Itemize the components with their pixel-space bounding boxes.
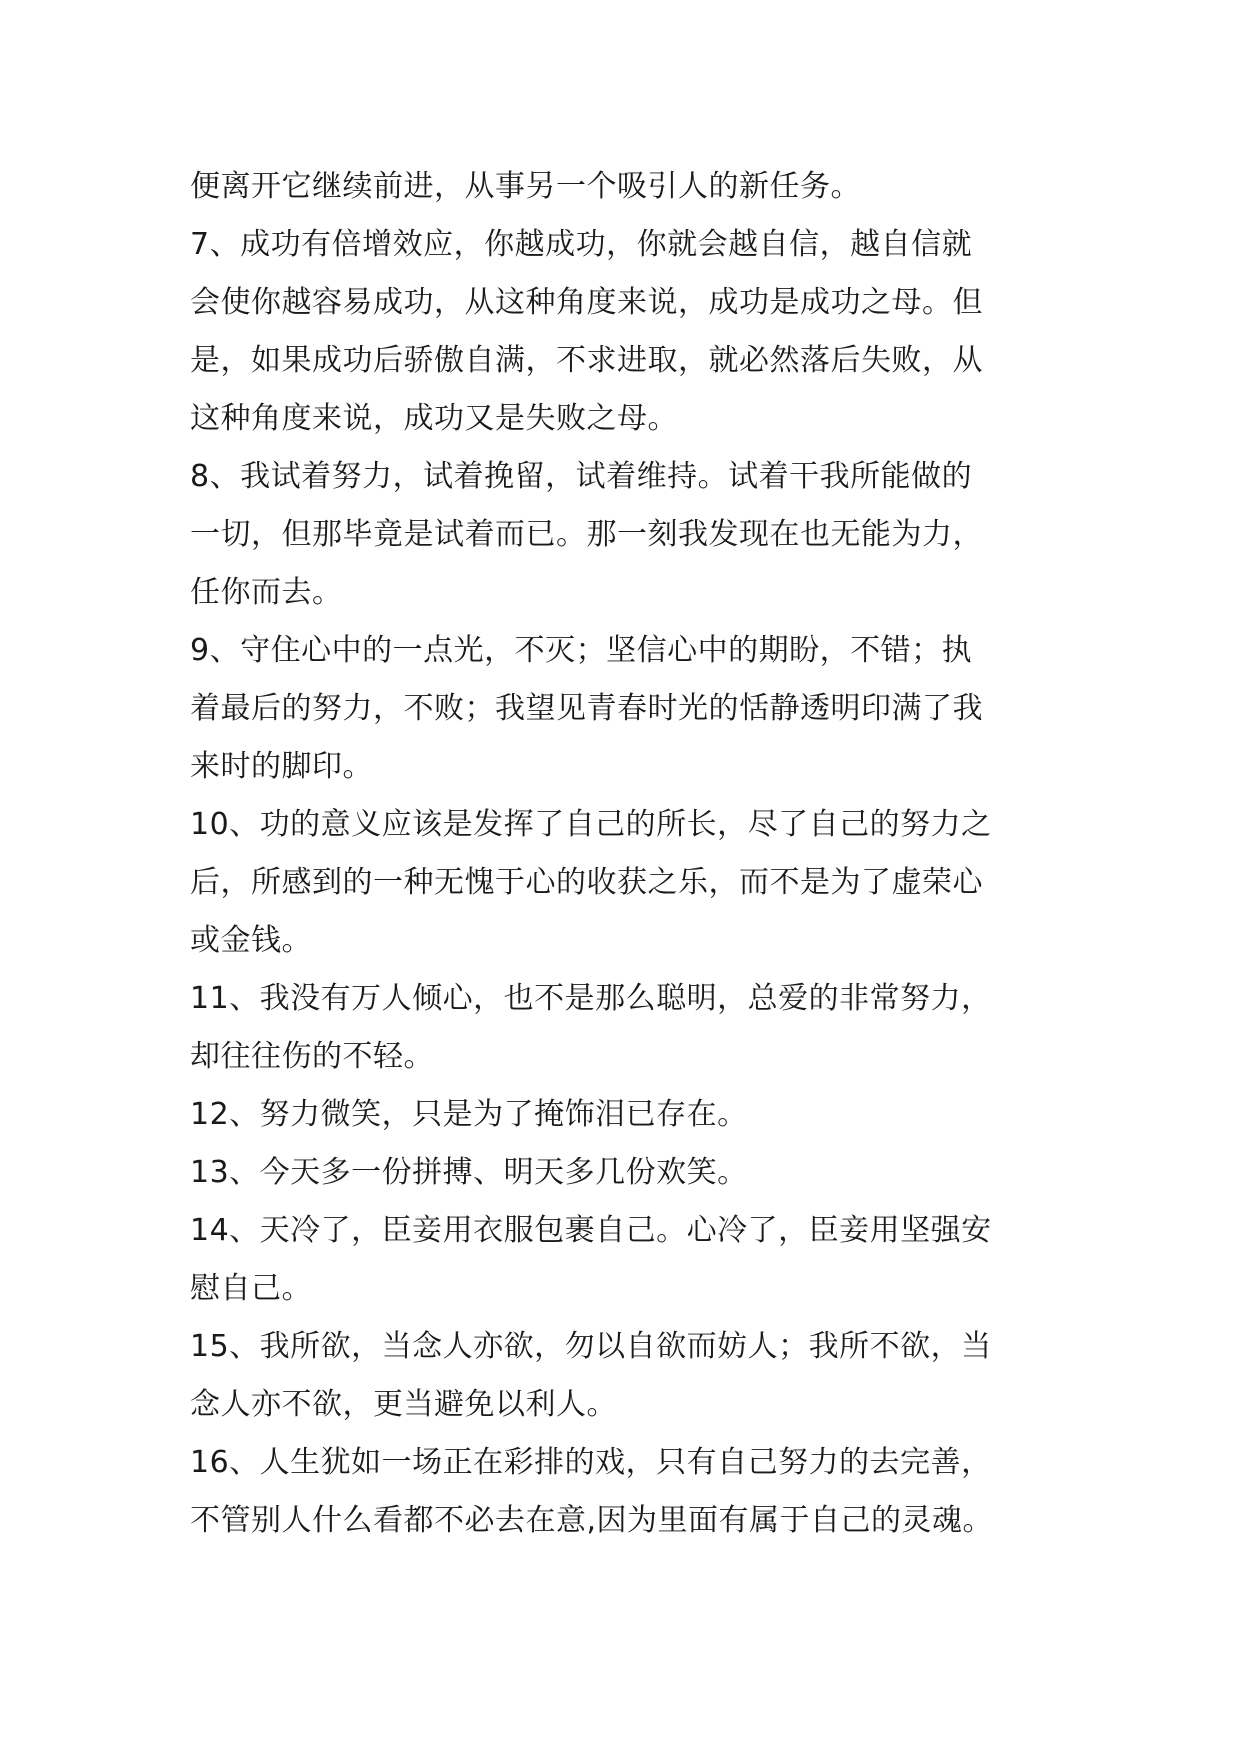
text-line: 来时的脚印。 [190,749,373,784]
text-line: 任你而去。 [190,575,343,610]
body-text [190,158,1070,1550]
text-line: 14、天冷了，臣妾用衣服包裹自己。心冷了，臣妾用坚强安 [190,1213,992,1248]
text-line: 后，所感到的一种无愧于心的收获之乐，而不是为了虚荣心 [190,865,983,900]
text-line: 11、我没有万人倾心，也不是那么聪明，总爱的非常努力， [190,981,992,1016]
text-line: 是，如果成功后骄傲自满，不求进取，就必然落后失败，从 [190,343,983,378]
text-line: 不管别人什么看都不必去在意,因为里面有属于自己的灵魂。 [190,1503,994,1538]
text-line: 8、我试着努力，试着挽留，试着维持。试着干我所能做的 [190,459,973,494]
text-line: 7、成功有倍增效应，你越成功，你就会越自信，越自信就 [190,227,973,262]
text-line: 10、功的意义应该是发挥了自己的所长，尽了自己的努力之 [190,807,992,842]
text-line: 着最后的努力，不败；我望见青春时光的恬静透明印满了我 [190,691,983,726]
text-line: 13、今天多一份拼搏、明天多几份欢笑。 [190,1155,748,1190]
text-line: 会使你越容易成功，从这种角度来说，成功是成功之母。但 [190,285,983,320]
text-line: 却往往伤的不轻。 [190,1039,434,1074]
text-line: 便离开它继续前进，从事另一个吸引人的新任务。 [190,169,861,204]
text-line: 念人亦不欲，更当避免以利人。 [190,1387,617,1422]
text-line: 9、守住心中的一点光，不灭；坚信心中的期盼，不错；执 [190,633,973,668]
text-line: 这种角度来说，成功又是失败之母。 [190,401,678,436]
text-line: 一切，但那毕竟是试着而已。那一刻我发现在也无能为力， [190,517,983,552]
text-line: 慰自己。 [190,1271,312,1306]
text-line: 或金钱。 [190,923,312,958]
text-line: 16、人生犹如一场正在彩排的戏，只有自己努力的去完善， [190,1445,992,1480]
text-line: 12、努力微笑，只是为了掩饰泪已存在。 [190,1097,748,1132]
text-line: 15、我所欲，当念人亦欲，勿以自欲而妨人；我所不欲，当 [190,1329,992,1364]
